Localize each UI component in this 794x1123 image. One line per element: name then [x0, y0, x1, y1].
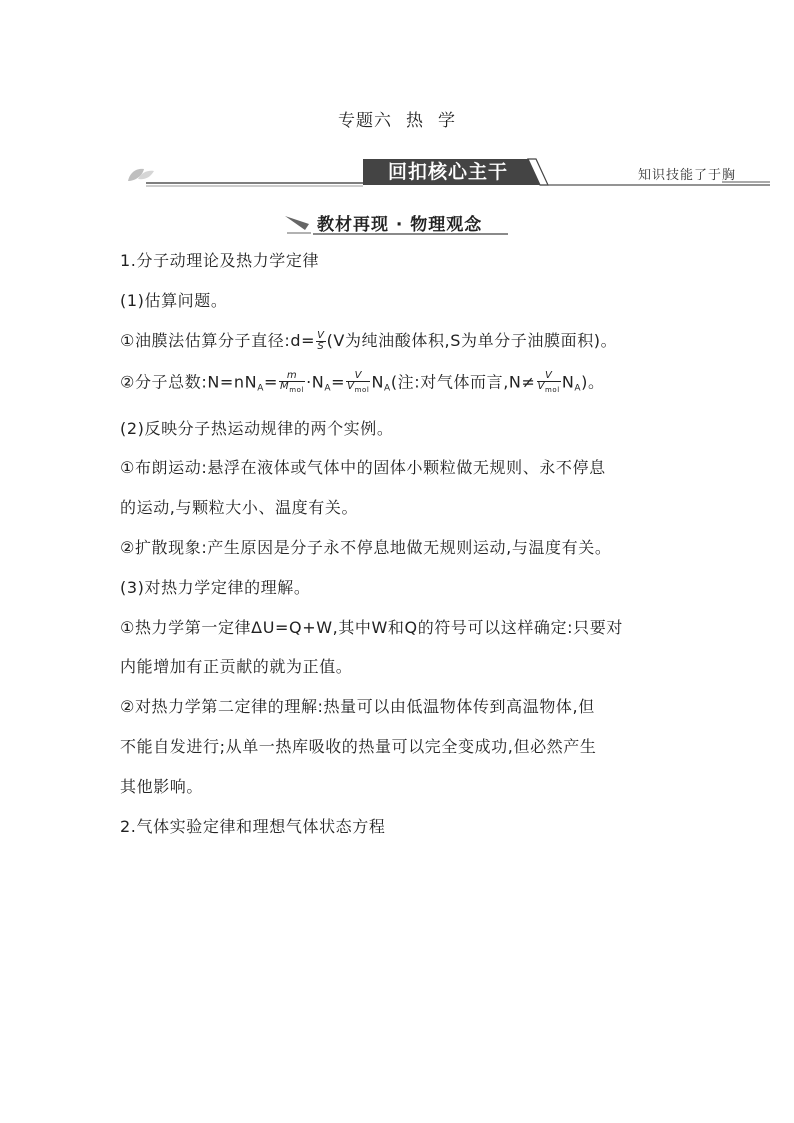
formula-line-molecule-count: ②分子总数$:N=nN_A=$ $\frac{m}{M_{mol}}$ $\cdot N_A=$ $\frac{V}{V_{mol}}$ $N_A$(注:对气体而言,N≠ $\frac{V}{V_{mol}}$ $N_A$)。	[120, 370, 605, 395]
subsection-header	[283, 208, 513, 238]
subsection-title: 教材再现 · 物理观念	[317, 215, 483, 235]
text-line: ②对热力学第二定律的理解:热量可以由低温物体传到高温物体,但	[120, 697, 595, 717]
text-line: (1)估算问题。	[120, 290, 228, 310]
title-part-2: 热	[406, 111, 424, 131]
section-banner	[118, 155, 778, 189]
banner-slogan: 知识技能了于胸	[638, 168, 737, 183]
text-line: 2.气体实验定律和理想气体状态方程	[120, 816, 386, 836]
page-title	[0, 106, 794, 131]
title-part-1: 专题六	[338, 111, 392, 131]
text-line: ①布朗运动:悬浮在液体或气体中的固体小颗粒做无规则、永不停息	[120, 458, 606, 478]
text-line: (2)反映分子热运动规律的两个实例。	[120, 418, 394, 438]
text-line: 的运动,与颗粒大小、温度有关。	[120, 498, 359, 518]
text-line: 1.分子动理论及热力学定律	[120, 251, 320, 270]
fraction-m-over-mmol: $\frac{m}{M_{mol}}$	[280, 370, 305, 395]
text-line: 不能自发进行;从单一热库吸收的热量可以完全变成功,但必然产生	[120, 737, 597, 757]
leaf-icon	[128, 169, 154, 181]
banner-title: 回扣核心主干	[387, 161, 508, 183]
text-line: ①热力学第一定律ΔU=Q+W,其中W和Q的符号可以这样确定:只要对	[120, 617, 623, 637]
content-body	[120, 251, 700, 856]
fraction-v-over-vmol: $\frac{V}{V_{mol}}$	[347, 370, 370, 395]
formula-line-diameter: ①油膜法估算分子直径:d= $\frac{V}{S}$ (V为纯油酸体积,S为单分子油膜面积)。	[120, 329, 618, 352]
fraction-v-over-s: $\frac{V}{S}$	[317, 329, 325, 352]
text-line: 内能增加有正贡献的就为正值。	[120, 657, 353, 677]
title-part-3: 学	[438, 111, 456, 131]
text-line: ②扩散现象:产生原因是分子永不停息地做无规则运动,与温度有关。	[120, 538, 612, 558]
text-line: 其他影响。	[120, 776, 204, 796]
text-line: (3)对热力学定律的理解。	[120, 577, 311, 597]
fraction-v-over-vmol-note: $\frac{V}{V_{mol}}$	[537, 370, 560, 395]
